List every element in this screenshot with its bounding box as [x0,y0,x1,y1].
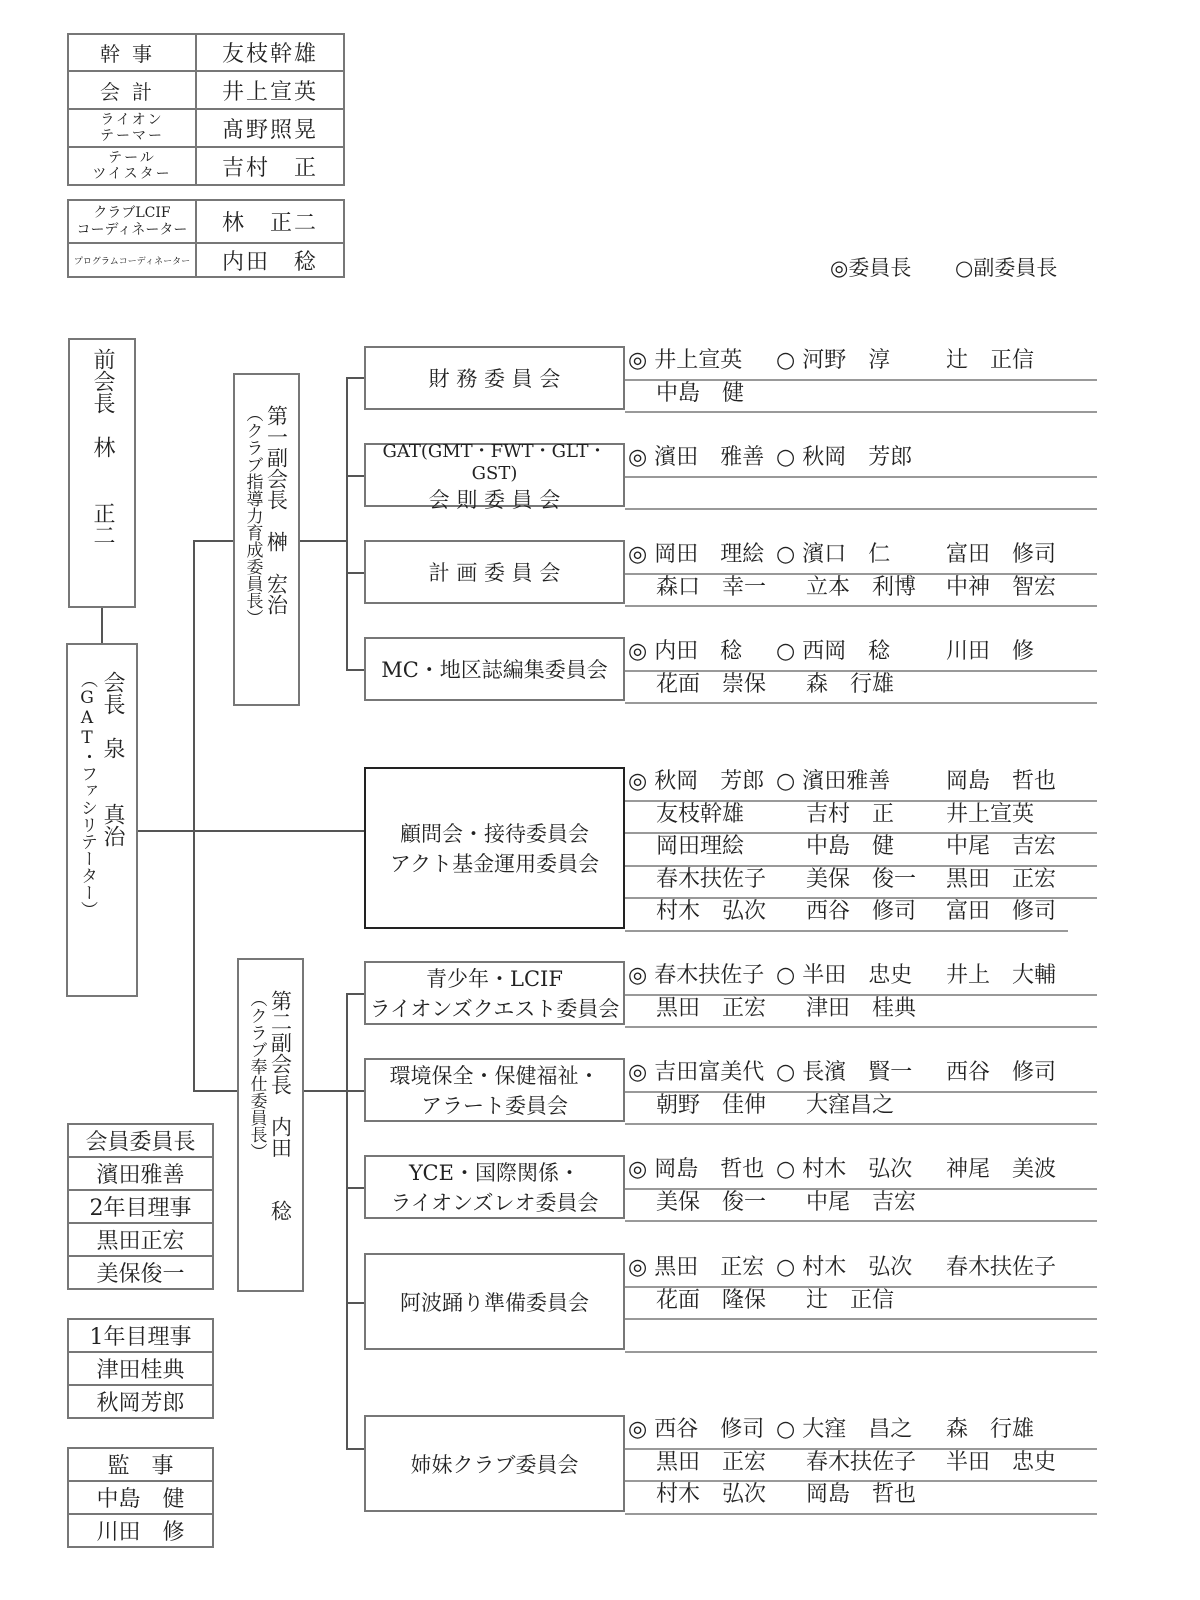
committee-vice-chair: ○ 村木 弘次 [776,1157,913,1182]
committee-vice-chair: ○ 濱田雅善 [776,769,891,794]
coordinators-table [67,199,345,278]
connector-vp-spine [193,540,195,1091]
vp2-box [237,958,304,1292]
officer-role: 幹事 [68,34,196,71]
vp1-title: 第一副会長 榊 宏治 [264,405,289,615]
committee-member: 津田 桂典 [806,995,917,1021]
connector-vp1 [193,540,233,542]
vp2-title: 第二副会長 内田 稔 [268,990,293,1221]
past-president-label: 前会長 林 正二 [90,348,115,546]
committee-vice-chair: ○ 長濱 賢一 [776,1060,913,1085]
committee-box [364,1058,625,1122]
committee-vice-chair: ○ 河野 淳 [776,348,891,373]
committee-connector [346,1302,364,1304]
committee-member: 川田 修 [946,639,1035,664]
committee-member: 立本 利博 [806,574,917,600]
connector-vp1-spine [346,377,348,670]
committee-box [364,637,625,701]
committee-member: 黒田 正宏 [656,1449,767,1475]
committee-member: 中島 健 [656,380,745,406]
officer-role: 会計 [68,71,196,109]
committee-name-line: ライオンズクエスト委員会 [369,997,620,1021]
committee-chair: ◎ 岡田 理絵 [628,542,765,567]
committee-name-line: YCE・国際関係・ [409,1161,580,1185]
member-rule [625,476,1097,478]
committee-member: 富田 修司 [946,899,1057,924]
member-chair-table [67,1123,214,1290]
connector-past-president [101,608,103,643]
director-cell: 1年目理事 [68,1319,213,1352]
officers-table [67,33,345,186]
auditor-cell: 監 事 [68,1448,213,1481]
committee-member: 美保 俊一 [806,866,917,892]
past-president-box [68,338,136,608]
committee-name-line: アラート委員会 [421,1094,568,1118]
member-rule [625,1513,1097,1515]
auditors-table [67,1447,214,1548]
director-cell: 津田桂典 [68,1352,213,1385]
committee-box [364,440,625,512]
committee-vice-chair: ○ 西岡 稔 [776,639,891,664]
committee-chair: ◎ 内田 稔 [628,639,743,664]
committee-member: 吉村 正 [806,801,895,827]
committee-member: 村木 弘次 [656,1482,767,1507]
officer-role: ライオン テーマー [68,109,196,147]
committee-connector [346,1090,364,1092]
member-rule [625,1026,1097,1028]
committee-member: 森口 幸一 [656,574,767,600]
committee-connector [346,1448,364,1450]
committee-member: 岡田理絵 [656,834,745,859]
committee-box [364,1253,625,1350]
committee-box [364,1155,625,1219]
committee-chair: ◎ 黒田 正宏 [628,1255,765,1280]
connector-vp2-out [304,1090,347,1092]
committee-member: 春木扶佐子 [806,1449,917,1475]
coordinator-role: クラブLCIF コーディネーター [68,200,196,243]
committee-name-line: 顧問会・接待委員会 [400,822,589,846]
connector-vp2 [193,1090,237,1092]
committee-member: 村木 弘次 [656,899,767,924]
auditor-cell: 中島 健 [68,1481,213,1514]
committee-name-line: ライオンズレオ委員会 [390,1191,599,1215]
committee-vice-chair: ○ 大窪 昌之 [776,1417,913,1442]
member-rule [625,411,1097,413]
coordinator-role: プログラムコーディネーター [68,243,196,277]
member-rule [625,508,1097,510]
member-rule [625,605,1097,607]
committee-member: 井上宣英 [946,801,1035,827]
committee-member: 中尾 吉宏 [946,834,1057,859]
committee-connector [346,669,364,671]
connector-president-right [138,830,364,832]
committee-chair: ◎ 秋岡 芳郎 [628,769,765,794]
directors-year1-table [67,1318,214,1419]
officer-name: 友枝幹雄 [196,34,344,71]
committee-vice-chair: ○ 村木 弘次 [776,1255,913,1280]
committee-member: 友枝幹雄 [656,801,745,827]
committee-member: 大窪昌之 [806,1092,895,1118]
committee-connector [346,475,364,477]
committee-connector [346,572,364,574]
officer-name: 吉村 正 [196,147,344,185]
committee-member: 春木扶佐子 [946,1255,1057,1280]
committee-member: 花面 隆保 [656,1287,767,1313]
committee-chair: ◎ 西谷 修司 [628,1417,765,1442]
vp1-box [233,373,300,706]
member-rule [625,1220,1097,1222]
committee-member: 西谷 修司 [806,899,917,924]
director-cell: 秋岡芳郎 [68,1385,213,1418]
committee-chair: ◎ 岡島 哲也 [628,1157,765,1182]
committee-name-line: 会 則 委 員 会 [428,487,561,512]
committee-vice-chair: ○ 濱口 仁 [776,542,891,567]
president-box [66,643,138,997]
committee-name-line: MC・地区誌編集委員会 [381,658,608,682]
committee-box [364,767,625,929]
connector-vp1-out [300,540,347,542]
committee-chair: ◎ 井上宣英 [628,348,743,373]
committee-connector [346,993,364,995]
committee-member: 井上 大輔 [946,963,1057,988]
committee-member: 半田 忠史 [946,1449,1057,1475]
committee-member: 美保 俊一 [656,1189,767,1215]
committee-member: 神尾 美波 [946,1157,1057,1182]
coordinator-name: 内田 稔 [196,243,344,277]
committee-name-line: 財 務 委 員 会 [428,367,561,391]
committee-member: 岡島 哲也 [806,1482,917,1507]
committee-name-line: アクト基金運用委員会 [389,852,600,876]
committee-member: 中尾 吉宏 [806,1189,917,1215]
committee-box [364,961,625,1025]
committee-name-line: GAT(GMT・FWT・GLT・GST) [382,440,607,484]
officer-name: 井上宣英 [196,71,344,109]
member-rule [625,1123,1097,1125]
member-rule [625,1318,1097,1320]
legend-chair: ◎委員長 [830,256,912,280]
member-chair-cell: 会員委員長 [68,1124,213,1157]
committee-member: 辻 正信 [806,1287,895,1313]
committee-member: 森 行雄 [806,671,895,697]
committee-chair: ◎ 濱田 雅善 [628,445,765,470]
committee-chair: ◎ 吉田富美代 [628,1060,765,1085]
coordinator-name: 林 正二 [196,200,344,243]
committee-name-line: 計 画 委 員 会 [428,561,561,585]
committee-member: 西谷 修司 [946,1060,1057,1085]
member-rule [625,702,1097,704]
member-rule [625,930,1068,932]
committee-member: 黒田 正宏 [946,866,1057,892]
vp2-note: （クラブ奉仕委員長） [246,990,267,1160]
vp1-note: （クラブ指導力育成委員長） [242,405,263,626]
president-label: 会長 泉 真治 [100,671,125,847]
member-chair-cell: 黒田正宏 [68,1223,213,1256]
committee-vice-chair: ○ 秋岡 芳郎 [776,445,913,470]
committee-name-line: 青少年・LCIF [426,967,563,991]
committee-member: 黒田 正宏 [656,995,767,1021]
committee-box [364,1415,625,1512]
member-chair-cell: 濱田雅善 [68,1157,213,1190]
member-chair-cell: 2年目理事 [68,1190,213,1223]
committee-member: 中島 健 [806,834,895,859]
committee-chair: ◎ 春木扶佐子 [628,963,765,988]
auditor-cell: 川田 修 [68,1514,213,1547]
committee-connector [346,377,364,379]
committee-member: 中神 智宏 [946,574,1057,600]
committee-member: 朝野 佳伸 [656,1092,767,1118]
committee-box [364,540,625,604]
committee-member: 富田 修司 [946,542,1057,567]
committee-connector [346,1187,364,1189]
committee-vice-chair: ○ 半田 忠史 [776,963,913,988]
legend-vice: ○副委員長 [955,256,1058,280]
connector-vp2-spine [346,993,348,1448]
committee-name-line: 阿波踊り準備委員会 [400,1290,589,1315]
committee-member: 辻 正信 [946,348,1035,373]
committee-member: 岡島 哲也 [946,769,1057,794]
president-note: （GAT・ファシリテーター） [77,671,97,918]
member-chair-cell: 美保俊一 [68,1256,213,1289]
officer-role: テール ツイスター [68,147,196,185]
committee-box [364,346,625,410]
committee-member: 森 行雄 [946,1417,1035,1442]
member-rule [625,1351,1097,1353]
committee-member: 花面 崇保 [656,671,767,697]
officer-name: 髙野照晃 [196,109,344,147]
committee-name-line: 環境保全・保健福祉・ [389,1064,600,1088]
committee-member: 春木扶佐子 [656,866,767,892]
committee-name-line: 姉妹クラブ委員会 [410,1452,579,1477]
